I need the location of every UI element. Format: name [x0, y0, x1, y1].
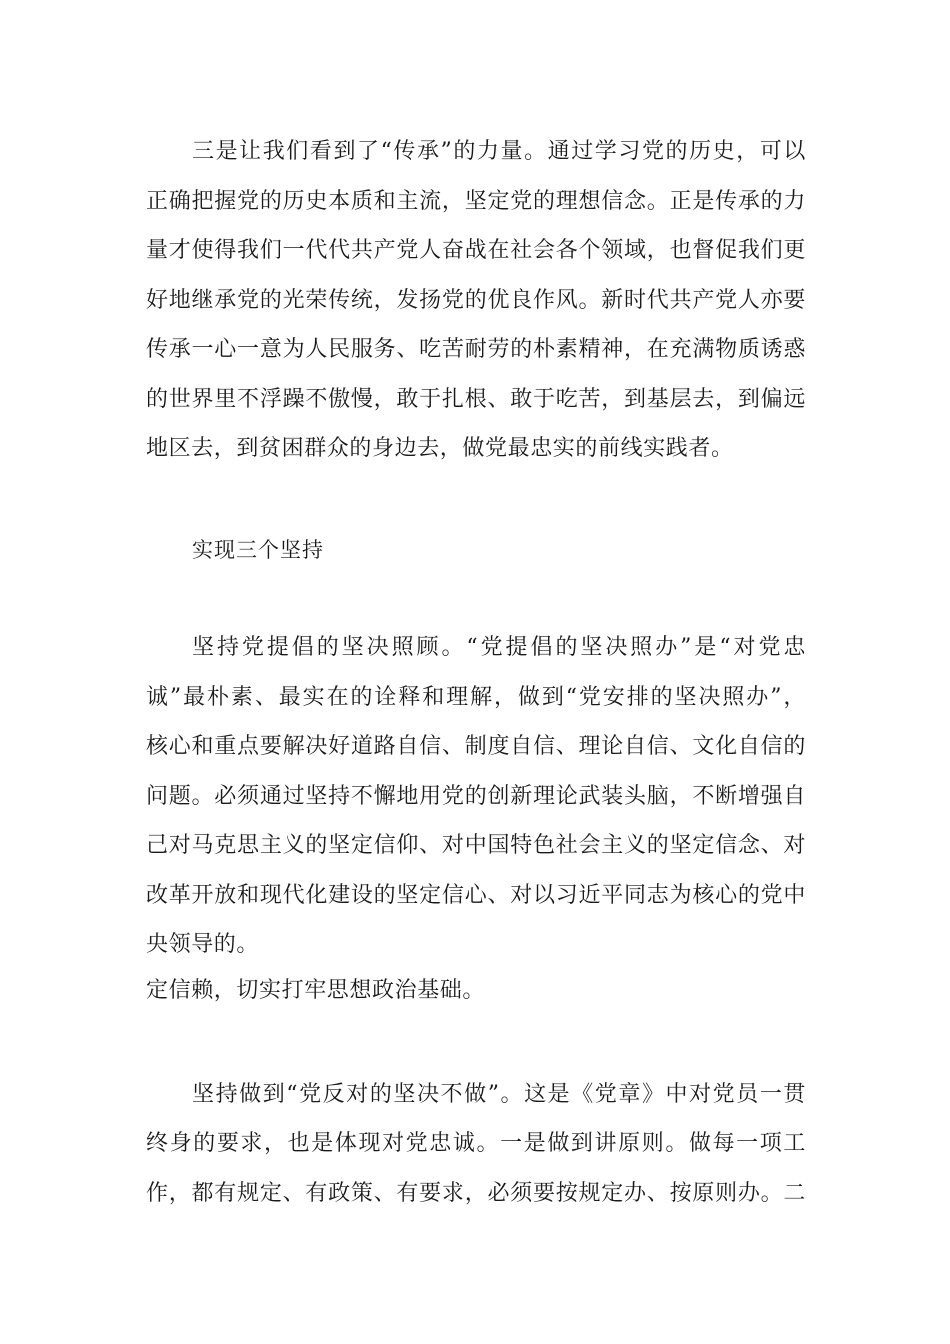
paragraph-3-line-1: 坚持做到“党反对的坚决不做”。这是《党章》中对党员一贯 — [192, 1082, 806, 1107]
paragraph-2-line-6: 改革开放和现代化建设的坚定信心、对以习近平同志为核心的党中 — [146, 883, 806, 908]
paragraph-2-line-4: 问题。必须通过坚持不懈地用党的创新理论武装头脑，不断增强自 — [146, 784, 806, 809]
paragraph-1-line-7: 地区去，到贫困群众的身边去，做党最忠实的前线实践者。 — [146, 436, 734, 461]
paragraph-1-line-1: 三是让我们看到了“传承”的力量。通过学习党的历史，可以 — [192, 139, 806, 164]
paragraph-1-line-3: 量才使得我们一代代共产党人奋战在社会各个领域，也督促我们更 — [146, 238, 806, 263]
paragraph-3-line-3: 作，都有规定、有政策、有要求，必须要按规定办、按原则办。二 — [146, 1181, 806, 1206]
fragment-line: 定信赖，切实打牢思想政治基础。 — [146, 978, 486, 1003]
section-heading: 实现三个坚持 — [192, 538, 324, 562]
paragraph-1-line-2: 正确把握党的历史本质和主流，坚定党的理想信念。正是传承的力 — [146, 189, 806, 214]
paragraph-2-line-1: 坚持党提倡的坚决照顾。“党提倡的坚决照办”是“对党忠 — [192, 635, 806, 660]
paragraph-1-line-5: 传承一心一意为人民服务、吃苦耐劳的朴素精神，在充满物质诱惑 — [146, 337, 806, 362]
paragraph-2-line-7: 央领导的。 — [146, 932, 260, 957]
paragraph-1-line-4: 好地继承党的光荣传统，发扬党的优良作风。新时代共产党人亦要 — [146, 288, 806, 313]
paragraph-2-line-5: 己对马克思主义的坚定信仰、对中国特色社会主义的坚定信念、对 — [146, 833, 806, 858]
paragraph-2-line-3: 核心和重点要解决好道路自信、制度自信、理论自信、文化自信的 — [146, 734, 806, 759]
paragraph-2-line-2: 诚”最朴素、最实在的诠释和理解，做到“党安排的坚决照办”， — [146, 685, 806, 710]
paragraph-1-line-6: 的世界里不浮躁不傲慢，敢于扎根、敢于吃苦，到基层去，到偏远 — [146, 387, 806, 412]
paragraph-3-line-2: 终身的要求，也是体现对党忠诚。一是做到讲原则。做每一项工 — [146, 1131, 806, 1156]
